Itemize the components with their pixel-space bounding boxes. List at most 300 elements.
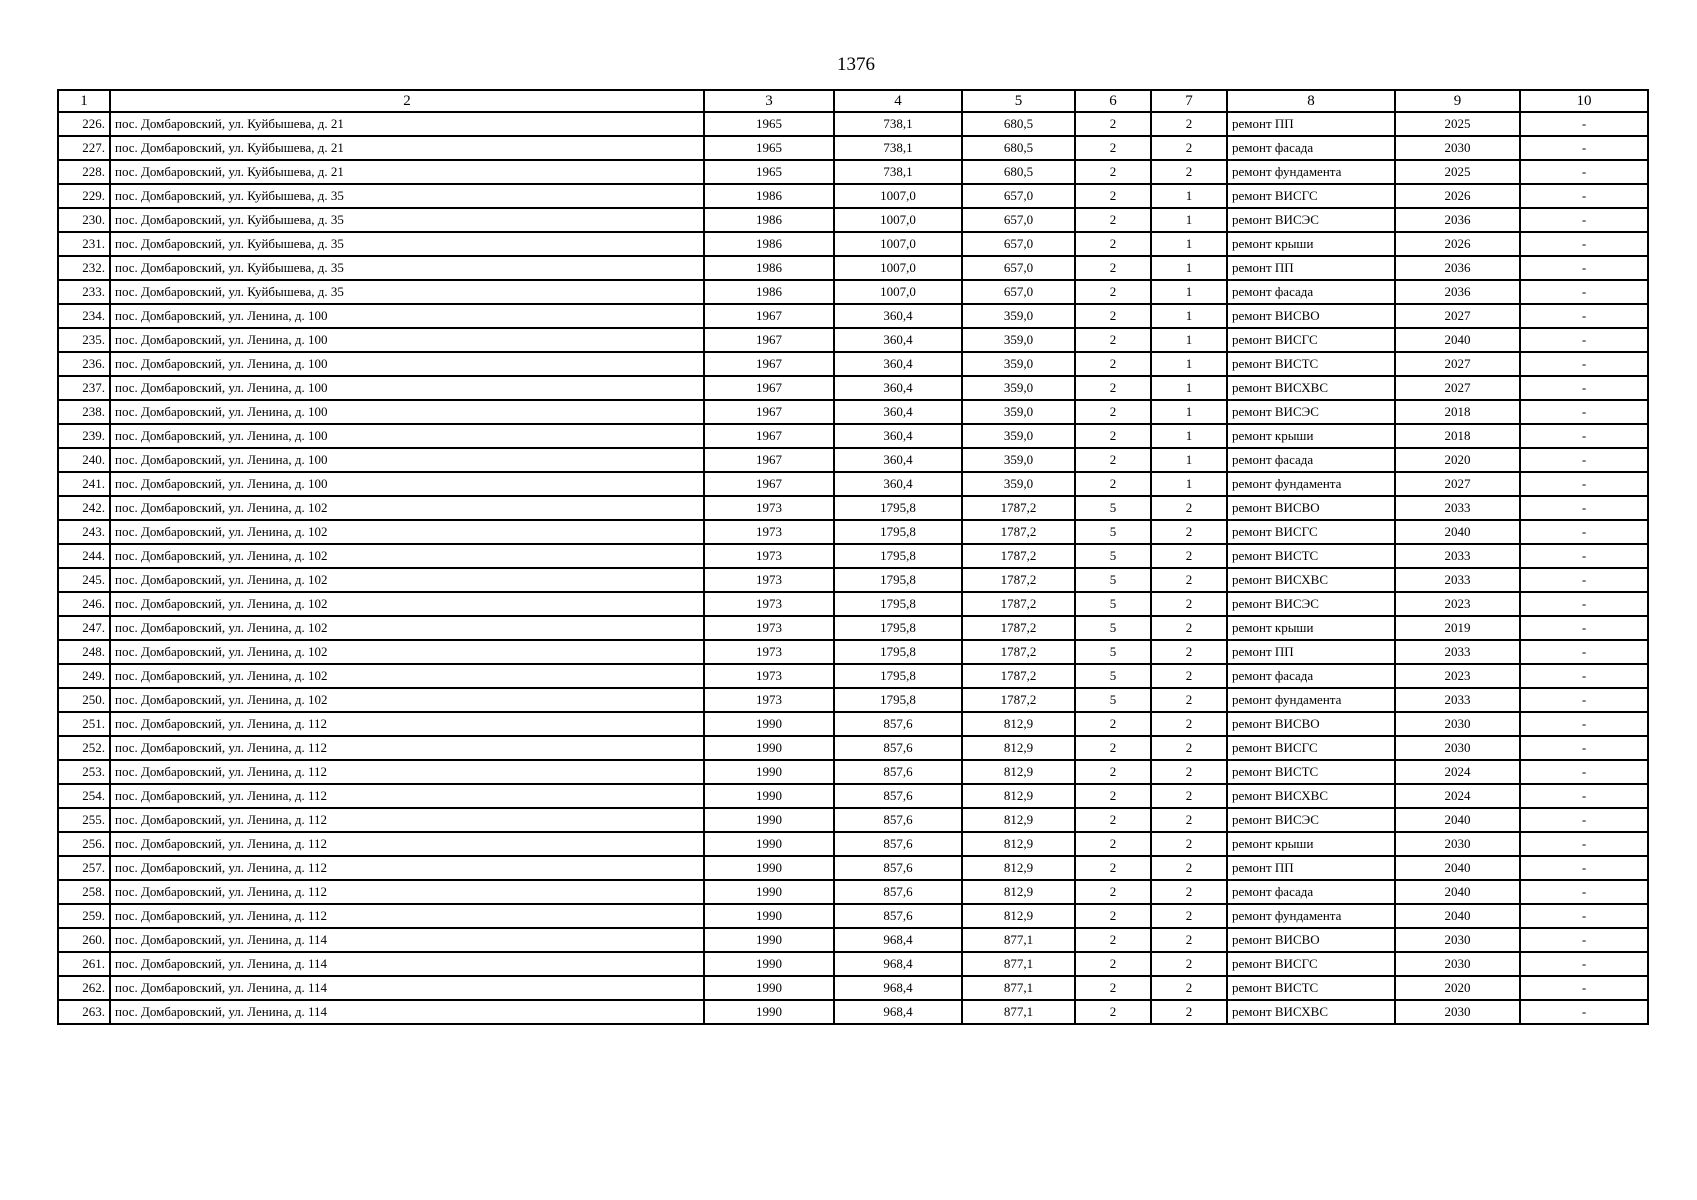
cell-planned-year: 2025: [1395, 160, 1520, 184]
cell-year-built: 1990: [704, 952, 834, 976]
cell-work-type: ремонт фасада: [1227, 136, 1395, 160]
cell-year-built: 1986: [704, 232, 834, 256]
cell-planned-year: 2027: [1395, 304, 1520, 328]
cell-total-area: 360,4: [834, 424, 962, 448]
cell-address: пос. Домбаровский, ул. Ленина, д. 112: [110, 784, 704, 808]
cell-address: пос. Домбаровский, ул. Ленина, д. 102: [110, 640, 704, 664]
cell-work-type: ремонт ВИСХВС: [1227, 784, 1395, 808]
cell-planned-year: 2027: [1395, 352, 1520, 376]
table-row: [58, 976, 1648, 1000]
cell-address: пос. Домбаровский, ул. Ленина, д. 112: [110, 736, 704, 760]
cell-work-type: ремонт ПП: [1227, 640, 1395, 664]
cell-planned-year: 2033: [1395, 640, 1520, 664]
cell-planned-year: 2033: [1395, 544, 1520, 568]
table-row: [58, 376, 1648, 400]
cell-living-area: 359,0: [962, 400, 1075, 424]
cell-planned-year: 2040: [1395, 856, 1520, 880]
cell-note: -: [1520, 184, 1648, 208]
table-row: [58, 568, 1648, 592]
cell-living-area: 1787,2: [962, 616, 1075, 640]
cell-entrances: 2: [1151, 616, 1227, 640]
cell-entrances: 2: [1151, 640, 1227, 664]
cell-row-number: 246.: [58, 592, 110, 616]
cell-work-type: ремонт ВИСВО: [1227, 304, 1395, 328]
cell-note: -: [1520, 640, 1648, 664]
cell-total-area: 1795,8: [834, 616, 962, 640]
cell-floors: 5: [1075, 640, 1151, 664]
cell-total-area: 1007,0: [834, 208, 962, 232]
cell-note: -: [1520, 376, 1648, 400]
cell-year-built: 1986: [704, 280, 834, 304]
cell-planned-year: 2036: [1395, 208, 1520, 232]
cell-living-area: 877,1: [962, 952, 1075, 976]
cell-address: пос. Домбаровский, ул. Ленина, д. 114: [110, 1000, 704, 1024]
cell-year-built: 1990: [704, 976, 834, 1000]
cell-work-type: ремонт крыши: [1227, 616, 1395, 640]
cell-entrances: 2: [1151, 880, 1227, 904]
cell-total-area: 738,1: [834, 112, 962, 136]
cell-work-type: ремонт крыши: [1227, 424, 1395, 448]
cell-floors: 5: [1075, 568, 1151, 592]
cell-planned-year: 2036: [1395, 256, 1520, 280]
cell-living-area: 812,9: [962, 712, 1075, 736]
cell-total-area: 1795,8: [834, 592, 962, 616]
cell-planned-year: 2030: [1395, 952, 1520, 976]
cell-work-type: ремонт ВИСГС: [1227, 328, 1395, 352]
cell-row-number: 263.: [58, 1000, 110, 1024]
cell-floors: 2: [1075, 112, 1151, 136]
table-row: [58, 328, 1648, 352]
cell-entrances: 1: [1151, 352, 1227, 376]
cell-floors: 2: [1075, 160, 1151, 184]
cell-row-number: 240.: [58, 448, 110, 472]
cell-total-area: 360,4: [834, 352, 962, 376]
cell-note: -: [1520, 232, 1648, 256]
cell-note: -: [1520, 472, 1648, 496]
cell-floors: 2: [1075, 904, 1151, 928]
cell-floors: 2: [1075, 280, 1151, 304]
cell-year-built: 1986: [704, 184, 834, 208]
cell-address: пос. Домбаровский, ул. Ленина, д. 112: [110, 712, 704, 736]
cell-entrances: 1: [1151, 280, 1227, 304]
cell-living-area: 680,5: [962, 112, 1075, 136]
cell-entrances: 2: [1151, 808, 1227, 832]
cell-year-built: 1990: [704, 904, 834, 928]
cell-row-number: 239.: [58, 424, 110, 448]
cell-planned-year: 2023: [1395, 592, 1520, 616]
table-row: [58, 424, 1648, 448]
cell-total-area: 360,4: [834, 472, 962, 496]
table-row: [58, 400, 1648, 424]
cell-year-built: 1973: [704, 640, 834, 664]
cell-total-area: 1795,8: [834, 520, 962, 544]
column-header: 8: [1227, 90, 1395, 112]
table-row: [58, 256, 1648, 280]
cell-address: пос. Домбаровский, ул. Ленина, д. 102: [110, 544, 704, 568]
cell-note: -: [1520, 976, 1648, 1000]
column-header: 4: [834, 90, 962, 112]
cell-address: пос. Домбаровский, ул. Ленина, д. 112: [110, 904, 704, 928]
cell-total-area: 857,6: [834, 736, 962, 760]
cell-address: пос. Домбаровский, ул. Ленина, д. 102: [110, 568, 704, 592]
cell-entrances: 1: [1151, 208, 1227, 232]
cell-work-type: ремонт ПП: [1227, 856, 1395, 880]
cell-planned-year: 2033: [1395, 688, 1520, 712]
cell-address: пос. Домбаровский, ул. Ленина, д. 112: [110, 808, 704, 832]
column-header: 3: [704, 90, 834, 112]
cell-floors: 2: [1075, 424, 1151, 448]
table-row: [58, 112, 1648, 136]
cell-work-type: ремонт ВИСГС: [1227, 520, 1395, 544]
cell-living-area: 359,0: [962, 448, 1075, 472]
cell-address: пос. Домбаровский, ул. Куйбышева, д. 35: [110, 280, 704, 304]
cell-planned-year: 2018: [1395, 424, 1520, 448]
cell-living-area: 1787,2: [962, 544, 1075, 568]
cell-address: пос. Домбаровский, ул. Ленина, д. 114: [110, 928, 704, 952]
cell-year-built: 1967: [704, 448, 834, 472]
column-header: 9: [1395, 90, 1520, 112]
cell-total-area: 1007,0: [834, 232, 962, 256]
table-row: [58, 184, 1648, 208]
cell-total-area: 857,6: [834, 784, 962, 808]
cell-total-area: 1007,0: [834, 184, 962, 208]
cell-total-area: 1795,8: [834, 688, 962, 712]
cell-planned-year: 2026: [1395, 184, 1520, 208]
cell-living-area: 1787,2: [962, 592, 1075, 616]
cell-row-number: 237.: [58, 376, 110, 400]
cell-work-type: ремонт фундамента: [1227, 688, 1395, 712]
cell-total-area: 968,4: [834, 928, 962, 952]
cell-entrances: 2: [1151, 568, 1227, 592]
cell-living-area: 359,0: [962, 304, 1075, 328]
cell-row-number: 233.: [58, 280, 110, 304]
cell-work-type: ремонт ВИСХВС: [1227, 1000, 1395, 1024]
cell-year-built: 1990: [704, 808, 834, 832]
cell-work-type: ремонт фасада: [1227, 880, 1395, 904]
cell-row-number: 229.: [58, 184, 110, 208]
table-row: [58, 784, 1648, 808]
cell-note: -: [1520, 496, 1648, 520]
cell-living-area: 359,0: [962, 472, 1075, 496]
cell-address: пос. Домбаровский, ул. Ленина, д. 100: [110, 376, 704, 400]
cell-floors: 2: [1075, 136, 1151, 160]
cell-entrances: 2: [1151, 136, 1227, 160]
cell-year-built: 1990: [704, 712, 834, 736]
table-row: [58, 808, 1648, 832]
cell-total-area: 857,6: [834, 808, 962, 832]
cell-planned-year: 2030: [1395, 832, 1520, 856]
cell-floors: 5: [1075, 520, 1151, 544]
cell-row-number: 261.: [58, 952, 110, 976]
table-row: [58, 280, 1648, 304]
cell-total-area: 857,6: [834, 760, 962, 784]
cell-row-number: 260.: [58, 928, 110, 952]
table-row: [58, 208, 1648, 232]
cell-work-type: ремонт ВИСТС: [1227, 976, 1395, 1000]
cell-floors: 2: [1075, 1000, 1151, 1024]
cell-row-number: 232.: [58, 256, 110, 280]
cell-row-number: 253.: [58, 760, 110, 784]
cell-row-number: 245.: [58, 568, 110, 592]
cell-note: -: [1520, 520, 1648, 544]
cell-address: пос. Домбаровский, ул. Ленина, д. 102: [110, 616, 704, 640]
cell-floors: 2: [1075, 928, 1151, 952]
cell-row-number: 226.: [58, 112, 110, 136]
cell-entrances: 1: [1151, 328, 1227, 352]
cell-work-type: ремонт ПП: [1227, 256, 1395, 280]
cell-note: -: [1520, 280, 1648, 304]
cell-row-number: 252.: [58, 736, 110, 760]
cell-planned-year: 2030: [1395, 1000, 1520, 1024]
cell-note: -: [1520, 904, 1648, 928]
cell-planned-year: 2020: [1395, 976, 1520, 1000]
cell-total-area: 968,4: [834, 976, 962, 1000]
cell-total-area: 968,4: [834, 1000, 962, 1024]
cell-living-area: 359,0: [962, 376, 1075, 400]
cell-year-built: 1967: [704, 304, 834, 328]
cell-work-type: ремонт ВИСГС: [1227, 736, 1395, 760]
cell-work-type: ремонт ПП: [1227, 112, 1395, 136]
cell-address: пос. Домбаровский, ул. Ленина, д. 112: [110, 832, 704, 856]
cell-row-number: 258.: [58, 880, 110, 904]
cell-floors: 2: [1075, 736, 1151, 760]
cell-total-area: 857,6: [834, 832, 962, 856]
cell-living-area: 877,1: [962, 1000, 1075, 1024]
cell-row-number: 262.: [58, 976, 110, 1000]
cell-total-area: 360,4: [834, 304, 962, 328]
cell-work-type: ремонт ВИСВО: [1227, 496, 1395, 520]
cell-entrances: 1: [1151, 304, 1227, 328]
cell-address: пос. Домбаровский, ул. Куйбышева, д. 21: [110, 160, 704, 184]
cell-entrances: 2: [1151, 664, 1227, 688]
cell-living-area: 657,0: [962, 256, 1075, 280]
column-header: 2: [110, 90, 704, 112]
cell-floors: 2: [1075, 184, 1151, 208]
table-row: [58, 304, 1648, 328]
cell-living-area: 359,0: [962, 352, 1075, 376]
cell-address: пос. Домбаровский, ул. Ленина, д. 100: [110, 400, 704, 424]
cell-work-type: ремонт ВИСХВС: [1227, 376, 1395, 400]
cell-row-number: 251.: [58, 712, 110, 736]
cell-work-type: ремонт ВИСГС: [1227, 952, 1395, 976]
cell-year-built: 1986: [704, 208, 834, 232]
cell-note: -: [1520, 448, 1648, 472]
cell-address: пос. Домбаровский, ул. Ленина, д. 102: [110, 520, 704, 544]
table-row: [58, 736, 1648, 760]
cell-floors: 5: [1075, 544, 1151, 568]
cell-row-number: 227.: [58, 136, 110, 160]
cell-year-built: 1967: [704, 424, 834, 448]
cell-planned-year: 2040: [1395, 520, 1520, 544]
cell-entrances: 1: [1151, 232, 1227, 256]
cell-entrances: 2: [1151, 928, 1227, 952]
cell-work-type: ремонт ВИСЭС: [1227, 808, 1395, 832]
cell-note: -: [1520, 256, 1648, 280]
cell-year-built: 1967: [704, 472, 834, 496]
cell-floors: 2: [1075, 256, 1151, 280]
cell-note: -: [1520, 592, 1648, 616]
cell-entrances: 2: [1151, 784, 1227, 808]
cell-floors: 2: [1075, 472, 1151, 496]
cell-entrances: 2: [1151, 856, 1227, 880]
cell-note: -: [1520, 1000, 1648, 1024]
cell-living-area: 812,9: [962, 880, 1075, 904]
cell-planned-year: 2025: [1395, 112, 1520, 136]
cell-entrances: 2: [1151, 904, 1227, 928]
cell-entrances: 1: [1151, 424, 1227, 448]
cell-total-area: 1795,8: [834, 568, 962, 592]
cell-total-area: 738,1: [834, 160, 962, 184]
cell-total-area: 1795,8: [834, 664, 962, 688]
cell-planned-year: 2024: [1395, 760, 1520, 784]
cell-planned-year: 2024: [1395, 784, 1520, 808]
cell-floors: 2: [1075, 832, 1151, 856]
cell-year-built: 1973: [704, 544, 834, 568]
column-header: 6: [1075, 90, 1151, 112]
cell-note: -: [1520, 736, 1648, 760]
cell-entrances: 2: [1151, 544, 1227, 568]
cell-address: пос. Домбаровский, ул. Ленина, д. 114: [110, 976, 704, 1000]
cell-year-built: 1967: [704, 328, 834, 352]
cell-entrances: 2: [1151, 160, 1227, 184]
cell-planned-year: 2030: [1395, 712, 1520, 736]
cell-total-area: 968,4: [834, 952, 962, 976]
cell-row-number: 235.: [58, 328, 110, 352]
cell-row-number: 231.: [58, 232, 110, 256]
cell-year-built: 1973: [704, 616, 834, 640]
cell-planned-year: 2033: [1395, 568, 1520, 592]
cell-planned-year: 2018: [1395, 400, 1520, 424]
cell-planned-year: 2026: [1395, 232, 1520, 256]
cell-floors: 2: [1075, 760, 1151, 784]
cell-entrances: 2: [1151, 736, 1227, 760]
cell-row-number: 257.: [58, 856, 110, 880]
cell-work-type: ремонт ВИСЭС: [1227, 400, 1395, 424]
cell-floors: 5: [1075, 592, 1151, 616]
cell-row-number: 241.: [58, 472, 110, 496]
cell-work-type: ремонт ВИСВО: [1227, 928, 1395, 952]
cell-entrances: 1: [1151, 472, 1227, 496]
cell-note: -: [1520, 688, 1648, 712]
table-row: [58, 1000, 1648, 1024]
table-row: [58, 496, 1648, 520]
cell-address: пос. Домбаровский, ул. Ленина, д. 100: [110, 448, 704, 472]
table-row: [58, 448, 1648, 472]
cell-address: пос. Домбаровский, ул. Ленина, д. 102: [110, 592, 704, 616]
cell-note: -: [1520, 784, 1648, 808]
cell-address: пос. Домбаровский, ул. Ленина, д. 100: [110, 352, 704, 376]
cell-planned-year: 2040: [1395, 904, 1520, 928]
cell-row-number: 236.: [58, 352, 110, 376]
cell-year-built: 1990: [704, 784, 834, 808]
cell-living-area: 680,5: [962, 136, 1075, 160]
cell-living-area: 657,0: [962, 184, 1075, 208]
cell-floors: 2: [1075, 448, 1151, 472]
cell-living-area: 812,9: [962, 784, 1075, 808]
cell-entrances: 1: [1151, 256, 1227, 280]
table-row: [58, 616, 1648, 640]
cell-living-area: 812,9: [962, 736, 1075, 760]
cell-year-built: 1973: [704, 520, 834, 544]
cell-floors: 5: [1075, 496, 1151, 520]
table-row: [58, 544, 1648, 568]
cell-floors: 5: [1075, 616, 1151, 640]
cell-note: -: [1520, 616, 1648, 640]
cell-entrances: 2: [1151, 592, 1227, 616]
cell-note: -: [1520, 880, 1648, 904]
cell-living-area: 877,1: [962, 976, 1075, 1000]
cell-row-number: 228.: [58, 160, 110, 184]
cell-row-number: 250.: [58, 688, 110, 712]
cell-floors: 2: [1075, 376, 1151, 400]
cell-year-built: 1990: [704, 832, 834, 856]
column-header: 1: [58, 90, 110, 112]
cell-living-area: 1787,2: [962, 568, 1075, 592]
cell-entrances: 1: [1151, 448, 1227, 472]
cell-living-area: 680,5: [962, 160, 1075, 184]
table-row: [58, 712, 1648, 736]
cell-entrances: 2: [1151, 1000, 1227, 1024]
cell-planned-year: 2027: [1395, 376, 1520, 400]
cell-planned-year: 2033: [1395, 496, 1520, 520]
cell-living-area: 359,0: [962, 424, 1075, 448]
cell-living-area: 1787,2: [962, 688, 1075, 712]
cell-work-type: ремонт ВИСЭС: [1227, 592, 1395, 616]
cell-address: пос. Домбаровский, ул. Ленина, д. 112: [110, 760, 704, 784]
cell-total-area: 360,4: [834, 448, 962, 472]
cell-work-type: ремонт фасада: [1227, 664, 1395, 688]
cell-year-built: 1990: [704, 928, 834, 952]
table-row: [58, 232, 1648, 256]
cell-living-area: 359,0: [962, 328, 1075, 352]
cell-note: -: [1520, 544, 1648, 568]
cell-total-area: 1795,8: [834, 640, 962, 664]
cell-note: -: [1520, 664, 1648, 688]
cell-note: -: [1520, 568, 1648, 592]
cell-floors: 2: [1075, 808, 1151, 832]
cell-living-area: 877,1: [962, 928, 1075, 952]
cell-address: пос. Домбаровский, ул. Ленина, д. 102: [110, 496, 704, 520]
cell-address: пос. Домбаровский, ул. Куйбышева, д. 35: [110, 256, 704, 280]
cell-total-area: 1795,8: [834, 496, 962, 520]
cell-floors: 2: [1075, 304, 1151, 328]
cell-work-type: ремонт фундамента: [1227, 904, 1395, 928]
table-row: [58, 688, 1648, 712]
cell-year-built: 1967: [704, 352, 834, 376]
capital-repair-table: [57, 89, 1649, 1025]
cell-floors: 2: [1075, 952, 1151, 976]
cell-living-area: 1787,2: [962, 640, 1075, 664]
cell-address: пос. Домбаровский, ул. Ленина, д. 102: [110, 664, 704, 688]
cell-year-built: 1973: [704, 568, 834, 592]
cell-planned-year: 2030: [1395, 736, 1520, 760]
cell-work-type: ремонт ВИСЭС: [1227, 208, 1395, 232]
cell-floors: 2: [1075, 880, 1151, 904]
cell-work-type: ремонт ВИСГС: [1227, 184, 1395, 208]
cell-note: -: [1520, 352, 1648, 376]
table-row: [58, 520, 1648, 544]
cell-work-type: ремонт крыши: [1227, 832, 1395, 856]
cell-living-area: 657,0: [962, 280, 1075, 304]
cell-note: -: [1520, 424, 1648, 448]
table-row: [58, 160, 1648, 184]
column-header: 10: [1520, 90, 1648, 112]
cell-living-area: 812,9: [962, 856, 1075, 880]
cell-entrances: 2: [1151, 760, 1227, 784]
cell-entrances: 2: [1151, 688, 1227, 712]
column-header: 7: [1151, 90, 1227, 112]
cell-address: пос. Домбаровский, ул. Куйбышева, д. 35: [110, 232, 704, 256]
